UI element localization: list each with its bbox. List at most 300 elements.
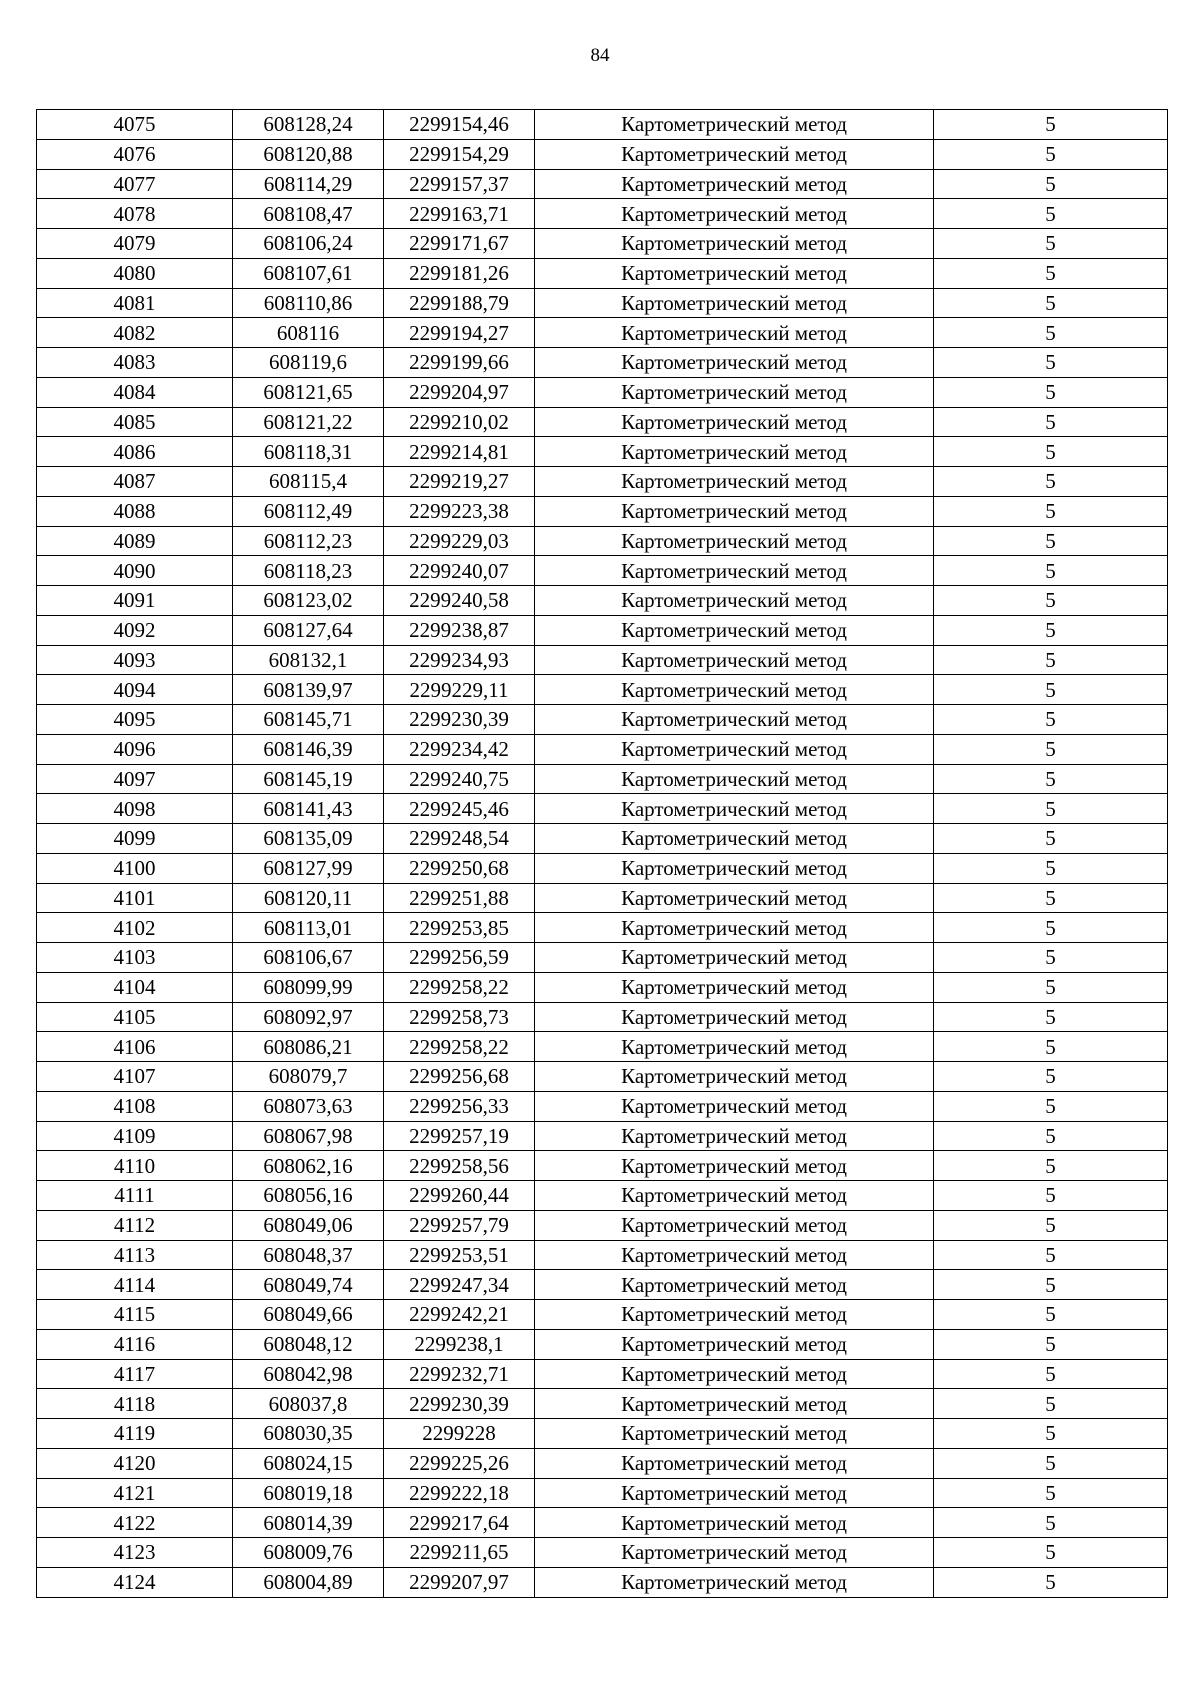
y-coordinate-cell: 2299242,21 <box>384 1300 535 1330</box>
method-cell: Картометрический метод <box>535 764 934 794</box>
accuracy-cell: 5 <box>934 288 1168 318</box>
table-row <box>37 705 1168 735</box>
method-cell: Картометрический метод <box>535 1091 934 1121</box>
point-number-cell: 4123 <box>37 1538 233 1568</box>
accuracy-cell: 5 <box>934 169 1168 199</box>
x-coordinate-cell: 608004,89 <box>233 1567 384 1597</box>
accuracy-cell: 5 <box>934 1300 1168 1330</box>
point-number-cell: 4085 <box>37 407 233 437</box>
method-cell: Картометрический метод <box>535 794 934 824</box>
point-number-cell: 4105 <box>37 1002 233 1032</box>
method-cell: Картометрический метод <box>535 288 934 318</box>
method-cell: Картометрический метод <box>535 556 934 586</box>
method-cell: Картометрический метод <box>535 824 934 854</box>
accuracy-cell: 5 <box>934 913 1168 943</box>
x-coordinate-cell: 608132,1 <box>233 645 384 675</box>
table-row <box>37 110 1168 140</box>
x-coordinate-cell: 608099,99 <box>233 972 384 1002</box>
y-coordinate-cell: 2299240,07 <box>384 556 535 586</box>
method-cell: Картометрический метод <box>535 496 934 526</box>
table-row <box>37 169 1168 199</box>
accuracy-cell: 5 <box>934 1567 1168 1597</box>
y-coordinate-cell: 2299157,37 <box>384 169 535 199</box>
method-cell: Картометрический метод <box>535 1062 934 1092</box>
x-coordinate-cell: 608106,67 <box>233 943 384 973</box>
point-number-cell: 4100 <box>37 853 233 883</box>
point-number-cell: 4078 <box>37 199 233 229</box>
table-row <box>37 615 1168 645</box>
point-number-cell: 4086 <box>37 437 233 467</box>
x-coordinate-cell: 608112,49 <box>233 496 384 526</box>
table-row <box>37 1210 1168 1240</box>
point-number-cell: 4091 <box>37 586 233 616</box>
table-row <box>37 1032 1168 1062</box>
method-cell: Картометрический метод <box>535 972 934 1002</box>
method-cell: Картометрический метод <box>535 913 934 943</box>
method-cell: Картометрический метод <box>535 407 934 437</box>
x-coordinate-cell: 608019,18 <box>233 1478 384 1508</box>
table-row <box>37 586 1168 616</box>
table-row <box>37 1121 1168 1151</box>
point-number-cell: 4076 <box>37 139 233 169</box>
x-coordinate-cell: 608135,09 <box>233 824 384 854</box>
method-cell: Картометрический метод <box>535 705 934 735</box>
x-coordinate-cell: 608121,65 <box>233 377 384 407</box>
table-row <box>37 1300 1168 1330</box>
y-coordinate-cell: 2299253,85 <box>384 913 535 943</box>
accuracy-cell: 5 <box>934 853 1168 883</box>
accuracy-cell: 5 <box>934 467 1168 497</box>
accuracy-cell: 5 <box>934 1091 1168 1121</box>
method-cell: Картометрический метод <box>535 675 934 705</box>
y-coordinate-cell: 2299225,26 <box>384 1448 535 1478</box>
point-number-cell: 4093 <box>37 645 233 675</box>
y-coordinate-cell: 2299217,64 <box>384 1508 535 1538</box>
table-row <box>37 229 1168 259</box>
table-row <box>37 853 1168 883</box>
point-number-cell: 4108 <box>37 1091 233 1121</box>
method-cell: Картометрический метод <box>535 1329 934 1359</box>
table-row <box>37 139 1168 169</box>
method-cell: Картометрический метод <box>535 1270 934 1300</box>
table-row <box>37 1062 1168 1092</box>
point-number-cell: 4113 <box>37 1240 233 1270</box>
accuracy-cell: 5 <box>934 1359 1168 1389</box>
page-number: 84 <box>590 45 610 66</box>
y-coordinate-cell: 2299229,11 <box>384 675 535 705</box>
x-coordinate-cell: 608062,16 <box>233 1151 384 1181</box>
method-cell: Картометрический метод <box>535 229 934 259</box>
accuracy-cell: 5 <box>934 1389 1168 1419</box>
x-coordinate-cell: 608110,86 <box>233 288 384 318</box>
method-cell: Картометрический метод <box>535 139 934 169</box>
accuracy-cell: 5 <box>934 437 1168 467</box>
point-number-cell: 4117 <box>37 1359 233 1389</box>
point-number-cell: 4124 <box>37 1567 233 1597</box>
x-coordinate-cell: 608049,74 <box>233 1270 384 1300</box>
y-coordinate-cell: 2299258,22 <box>384 1032 535 1062</box>
method-cell: Картометрический метод <box>535 645 934 675</box>
x-coordinate-cell: 608114,29 <box>233 169 384 199</box>
y-coordinate-cell: 2299251,88 <box>384 883 535 913</box>
x-coordinate-cell: 608145,19 <box>233 764 384 794</box>
point-number-cell: 4077 <box>37 169 233 199</box>
x-coordinate-cell: 608092,97 <box>233 1002 384 1032</box>
y-coordinate-cell: 2299223,38 <box>384 496 535 526</box>
y-coordinate-cell: 2299240,58 <box>384 586 535 616</box>
method-cell: Картометрический метод <box>535 1151 934 1181</box>
y-coordinate-cell: 2299240,75 <box>384 764 535 794</box>
method-cell: Картометрический метод <box>535 526 934 556</box>
y-coordinate-cell: 2299256,68 <box>384 1062 535 1092</box>
method-cell: Картометрический метод <box>535 348 934 378</box>
accuracy-cell: 5 <box>934 1329 1168 1359</box>
table-row <box>37 1567 1168 1597</box>
y-coordinate-cell: 2299232,71 <box>384 1359 535 1389</box>
accuracy-cell: 5 <box>934 1002 1168 1032</box>
table-row <box>37 1389 1168 1419</box>
method-cell: Картометрический метод <box>535 1389 934 1419</box>
method-cell: Картометрический метод <box>535 1181 934 1211</box>
table-row <box>37 1359 1168 1389</box>
method-cell: Картометрический метод <box>535 734 934 764</box>
y-coordinate-cell: 2299211,65 <box>384 1538 535 1568</box>
y-coordinate-cell: 2299256,33 <box>384 1091 535 1121</box>
y-coordinate-cell: 2299230,39 <box>384 1389 535 1419</box>
accuracy-cell: 5 <box>934 764 1168 794</box>
method-cell: Картометрический метод <box>535 437 934 467</box>
table-row <box>37 467 1168 497</box>
point-number-cell: 4079 <box>37 229 233 259</box>
point-number-cell: 4112 <box>37 1210 233 1240</box>
table-row <box>37 943 1168 973</box>
method-cell: Картометрический метод <box>535 1240 934 1270</box>
method-cell: Картометрический метод <box>535 1121 934 1151</box>
y-coordinate-cell: 2299181,26 <box>384 258 535 288</box>
x-coordinate-cell: 608127,64 <box>233 615 384 645</box>
point-number-cell: 4107 <box>37 1062 233 1092</box>
method-cell: Картометрический метод <box>535 1300 934 1330</box>
x-coordinate-cell: 608146,39 <box>233 734 384 764</box>
point-number-cell: 4120 <box>37 1448 233 1478</box>
accuracy-cell: 5 <box>934 705 1168 735</box>
table-row <box>37 764 1168 794</box>
accuracy-cell: 5 <box>934 972 1168 1002</box>
y-coordinate-cell: 2299234,93 <box>384 645 535 675</box>
point-number-cell: 4118 <box>37 1389 233 1419</box>
x-coordinate-cell: 608128,24 <box>233 110 384 140</box>
x-coordinate-cell: 608056,16 <box>233 1181 384 1211</box>
method-cell: Картометрический метод <box>535 853 934 883</box>
point-number-cell: 4094 <box>37 675 233 705</box>
table-row <box>37 318 1168 348</box>
point-number-cell: 4081 <box>37 288 233 318</box>
y-coordinate-cell: 2299171,67 <box>384 229 535 259</box>
method-cell: Картометрический метод <box>535 318 934 348</box>
x-coordinate-cell: 608107,61 <box>233 258 384 288</box>
accuracy-cell: 5 <box>934 377 1168 407</box>
accuracy-cell: 5 <box>934 1121 1168 1151</box>
table-row <box>37 824 1168 854</box>
x-coordinate-cell: 608073,63 <box>233 1091 384 1121</box>
accuracy-cell: 5 <box>934 1419 1168 1449</box>
x-coordinate-cell: 608086,21 <box>233 1032 384 1062</box>
accuracy-cell: 5 <box>934 645 1168 675</box>
table-row <box>37 734 1168 764</box>
x-coordinate-cell: 608079,7 <box>233 1062 384 1092</box>
table-row <box>37 645 1168 675</box>
x-coordinate-cell: 608120,11 <box>233 883 384 913</box>
method-cell: Картометрический метод <box>535 615 934 645</box>
method-cell: Картометрический метод <box>535 1002 934 1032</box>
accuracy-cell: 5 <box>934 110 1168 140</box>
point-number-cell: 4121 <box>37 1478 233 1508</box>
table-row <box>37 1329 1168 1359</box>
method-cell: Картометрический метод <box>535 1448 934 1478</box>
point-number-cell: 4101 <box>37 883 233 913</box>
point-number-cell: 4115 <box>37 1300 233 1330</box>
y-coordinate-cell: 2299199,66 <box>384 348 535 378</box>
accuracy-cell: 5 <box>934 675 1168 705</box>
method-cell: Картометрический метод <box>535 1210 934 1240</box>
accuracy-cell: 5 <box>934 883 1168 913</box>
y-coordinate-cell: 2299154,29 <box>384 139 535 169</box>
table-row <box>37 496 1168 526</box>
y-coordinate-cell: 2299250,68 <box>384 853 535 883</box>
accuracy-cell: 5 <box>934 258 1168 288</box>
point-number-cell: 4084 <box>37 377 233 407</box>
y-coordinate-cell: 2299258,73 <box>384 1002 535 1032</box>
table-row <box>37 972 1168 1002</box>
method-cell: Картометрический метод <box>535 199 934 229</box>
point-number-cell: 4088 <box>37 496 233 526</box>
method-cell: Картометрический метод <box>535 1538 934 1568</box>
table-row <box>37 883 1168 913</box>
x-coordinate-cell: 608030,35 <box>233 1419 384 1449</box>
accuracy-cell: 5 <box>934 1181 1168 1211</box>
method-cell: Картометрический метод <box>535 1478 934 1508</box>
y-coordinate-cell: 2299163,71 <box>384 199 535 229</box>
x-coordinate-cell: 608108,47 <box>233 199 384 229</box>
y-coordinate-cell: 2299245,46 <box>384 794 535 824</box>
x-coordinate-cell: 608067,98 <box>233 1121 384 1151</box>
accuracy-cell: 5 <box>934 734 1168 764</box>
x-coordinate-cell: 608112,23 <box>233 526 384 556</box>
x-coordinate-cell: 608048,37 <box>233 1240 384 1270</box>
table-row <box>37 407 1168 437</box>
accuracy-cell: 5 <box>934 407 1168 437</box>
accuracy-cell: 5 <box>934 1210 1168 1240</box>
table-row <box>37 1448 1168 1478</box>
accuracy-cell: 5 <box>934 824 1168 854</box>
point-number-cell: 4089 <box>37 526 233 556</box>
x-coordinate-cell: 608037,8 <box>233 1389 384 1419</box>
method-cell: Картометрический метод <box>535 1508 934 1538</box>
method-cell: Картометрический метод <box>535 110 934 140</box>
point-number-cell: 4090 <box>37 556 233 586</box>
point-number-cell: 4106 <box>37 1032 233 1062</box>
accuracy-cell: 5 <box>934 556 1168 586</box>
accuracy-cell: 5 <box>934 1240 1168 1270</box>
y-coordinate-cell: 2299257,19 <box>384 1121 535 1151</box>
x-coordinate-cell: 608049,06 <box>233 1210 384 1240</box>
method-cell: Картометрический метод <box>535 1567 934 1597</box>
accuracy-cell: 5 <box>934 586 1168 616</box>
method-cell: Картометрический метод <box>535 1359 934 1389</box>
y-coordinate-cell: 2299238,87 <box>384 615 535 645</box>
table-row <box>37 288 1168 318</box>
table-row <box>37 1240 1168 1270</box>
point-number-cell: 4097 <box>37 764 233 794</box>
point-number-cell: 4119 <box>37 1419 233 1449</box>
accuracy-cell: 5 <box>934 348 1168 378</box>
x-coordinate-cell: 608014,39 <box>233 1508 384 1538</box>
coordinates-table <box>36 109 1168 1598</box>
accuracy-cell: 5 <box>934 526 1168 556</box>
y-coordinate-cell: 2299154,46 <box>384 110 535 140</box>
accuracy-cell: 5 <box>934 794 1168 824</box>
point-number-cell: 4114 <box>37 1270 233 1300</box>
accuracy-cell: 5 <box>934 318 1168 348</box>
method-cell: Картометрический метод <box>535 943 934 973</box>
point-number-cell: 4099 <box>37 824 233 854</box>
y-coordinate-cell: 2299219,27 <box>384 467 535 497</box>
x-coordinate-cell: 608106,24 <box>233 229 384 259</box>
x-coordinate-cell: 608121,22 <box>233 407 384 437</box>
x-coordinate-cell: 608120,88 <box>233 139 384 169</box>
accuracy-cell: 5 <box>934 1270 1168 1300</box>
accuracy-cell: 5 <box>934 1032 1168 1062</box>
y-coordinate-cell: 2299210,02 <box>384 407 535 437</box>
point-number-cell: 4082 <box>37 318 233 348</box>
accuracy-cell: 5 <box>934 943 1168 973</box>
accuracy-cell: 5 <box>934 496 1168 526</box>
x-coordinate-cell: 608042,98 <box>233 1359 384 1389</box>
x-coordinate-cell: 608139,97 <box>233 675 384 705</box>
point-number-cell: 4092 <box>37 615 233 645</box>
point-number-cell: 4104 <box>37 972 233 1002</box>
point-number-cell: 4083 <box>37 348 233 378</box>
point-number-cell: 4110 <box>37 1151 233 1181</box>
accuracy-cell: 5 <box>934 229 1168 259</box>
method-cell: Картометрический метод <box>535 258 934 288</box>
table-row <box>37 1151 1168 1181</box>
coordinates-table-body <box>37 110 1168 1598</box>
table-row <box>37 794 1168 824</box>
table-row <box>37 556 1168 586</box>
accuracy-cell: 5 <box>934 1508 1168 1538</box>
point-number-cell: 4095 <box>37 705 233 735</box>
accuracy-cell: 5 <box>934 1151 1168 1181</box>
y-coordinate-cell: 2299194,27 <box>384 318 535 348</box>
method-cell: Картометрический метод <box>535 169 934 199</box>
y-coordinate-cell: 2299256,59 <box>384 943 535 973</box>
y-coordinate-cell: 2299253,51 <box>384 1240 535 1270</box>
method-cell: Картометрический метод <box>535 1419 934 1449</box>
point-number-cell: 4098 <box>37 794 233 824</box>
y-coordinate-cell: 2299229,03 <box>384 526 535 556</box>
table-row <box>37 377 1168 407</box>
point-number-cell: 4109 <box>37 1121 233 1151</box>
y-coordinate-cell: 2299204,97 <box>384 377 535 407</box>
table-row <box>37 199 1168 229</box>
x-coordinate-cell: 608123,02 <box>233 586 384 616</box>
x-coordinate-cell: 608024,15 <box>233 1448 384 1478</box>
point-number-cell: 4103 <box>37 943 233 973</box>
x-coordinate-cell: 608141,43 <box>233 794 384 824</box>
accuracy-cell: 5 <box>934 1478 1168 1508</box>
y-coordinate-cell: 2299260,44 <box>384 1181 535 1211</box>
accuracy-cell: 5 <box>934 1448 1168 1478</box>
x-coordinate-cell: 608113,01 <box>233 913 384 943</box>
point-number-cell: 4087 <box>37 467 233 497</box>
table-row <box>37 348 1168 378</box>
y-coordinate-cell: 2299222,18 <box>384 1478 535 1508</box>
method-cell: Картометрический метод <box>535 467 934 497</box>
table-row <box>37 1270 1168 1300</box>
point-number-cell: 4116 <box>37 1329 233 1359</box>
table-row <box>37 913 1168 943</box>
point-number-cell: 4096 <box>37 734 233 764</box>
table-row <box>37 258 1168 288</box>
x-coordinate-cell: 608116 <box>233 318 384 348</box>
method-cell: Картометрический метод <box>535 377 934 407</box>
x-coordinate-cell: 608118,31 <box>233 437 384 467</box>
point-number-cell: 4102 <box>37 913 233 943</box>
table-row <box>37 1478 1168 1508</box>
y-coordinate-cell: 2299214,81 <box>384 437 535 467</box>
x-coordinate-cell: 608127,99 <box>233 853 384 883</box>
method-cell: Картометрический метод <box>535 1032 934 1062</box>
y-coordinate-cell: 2299238,1 <box>384 1329 535 1359</box>
y-coordinate-cell: 2299258,56 <box>384 1151 535 1181</box>
accuracy-cell: 5 <box>934 199 1168 229</box>
y-coordinate-cell: 2299230,39 <box>384 705 535 735</box>
x-coordinate-cell: 608049,66 <box>233 1300 384 1330</box>
point-number-cell: 4075 <box>37 110 233 140</box>
method-cell: Картометрический метод <box>535 586 934 616</box>
table-row <box>37 1181 1168 1211</box>
table-row <box>37 1538 1168 1568</box>
y-coordinate-cell: 2299188,79 <box>384 288 535 318</box>
x-coordinate-cell: 608145,71 <box>233 705 384 735</box>
table-row <box>37 437 1168 467</box>
accuracy-cell: 5 <box>934 139 1168 169</box>
table-row <box>37 1508 1168 1538</box>
table-row <box>37 1091 1168 1121</box>
y-coordinate-cell: 2299258,22 <box>384 972 535 1002</box>
x-coordinate-cell: 608118,23 <box>233 556 384 586</box>
point-number-cell: 4122 <box>37 1508 233 1538</box>
y-coordinate-cell: 2299207,97 <box>384 1567 535 1597</box>
table-row <box>37 1002 1168 1032</box>
accuracy-cell: 5 <box>934 1538 1168 1568</box>
y-coordinate-cell: 2299248,54 <box>384 824 535 854</box>
accuracy-cell: 5 <box>934 1062 1168 1092</box>
y-coordinate-cell: 2299228 <box>384 1419 535 1449</box>
table-row <box>37 675 1168 705</box>
table-row <box>37 526 1168 556</box>
x-coordinate-cell: 608009,76 <box>233 1538 384 1568</box>
point-number-cell: 4111 <box>37 1181 233 1211</box>
point-number-cell: 4080 <box>37 258 233 288</box>
x-coordinate-cell: 608115,4 <box>233 467 384 497</box>
x-coordinate-cell: 608119,6 <box>233 348 384 378</box>
y-coordinate-cell: 2299247,34 <box>384 1270 535 1300</box>
table-row <box>37 1419 1168 1449</box>
method-cell: Картометрический метод <box>535 883 934 913</box>
x-coordinate-cell: 608048,12 <box>233 1329 384 1359</box>
